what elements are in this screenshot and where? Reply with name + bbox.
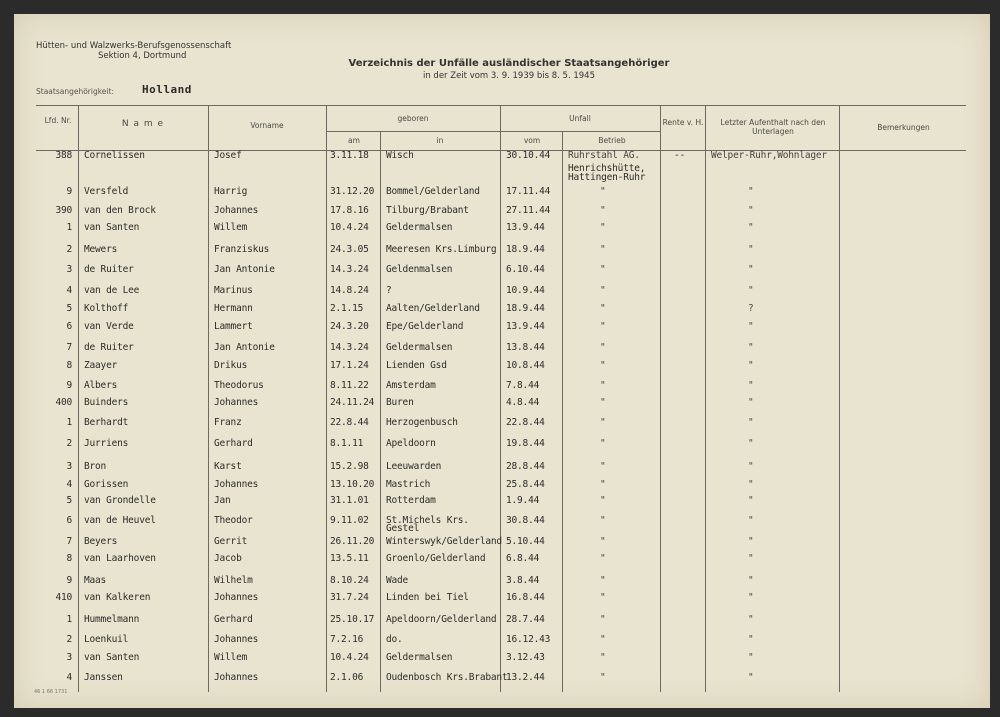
row-firstname: Marinus	[214, 285, 253, 296]
row-surname: Loenkuil	[84, 634, 129, 645]
document-subtitle: in der Zeit vom 3. 9. 1939 bis 8. 5. 1945	[422, 71, 596, 81]
row-birthdate: 17.8.16	[330, 205, 369, 216]
row-birthplace: Geldenmalsen	[386, 264, 453, 275]
row-accident-date: 13.9.44	[506, 222, 545, 233]
row-plant: "	[600, 634, 606, 645]
row-surname: van Santen	[84, 222, 140, 233]
row-surname: de Ruiter	[84, 342, 134, 353]
row-birthplace: Tilburg/Brabant	[386, 205, 469, 216]
row-last-residence: "	[748, 360, 754, 371]
row-number: 4	[66, 479, 72, 490]
row-accident-date: 28.7.44	[506, 614, 545, 625]
row-plant: "	[600, 285, 606, 296]
row-last-residence: "	[748, 438, 754, 449]
row-birthplace: Geldermalsen	[386, 342, 453, 353]
row-last-residence: "	[748, 417, 754, 428]
nationality-label: Staatsangehörigkeit:	[36, 87, 114, 96]
row-accident-date: 6.10.44	[506, 264, 545, 275]
row-surname: Hummelmann	[84, 614, 140, 625]
row-surname: Jurriens	[84, 438, 129, 449]
row-accident-date: 7.8.44	[506, 380, 540, 391]
row-birthplace: Mastrich	[386, 479, 431, 490]
row-accident-date: 3.8.44	[506, 575, 540, 586]
row-accident-date: 5.10.44	[506, 536, 545, 547]
col-divider	[839, 105, 840, 692]
row-number: 3	[66, 652, 72, 663]
row-plant: "	[600, 672, 606, 683]
row-last-residence: Welper-Ruhr,Wohnlager	[711, 150, 827, 161]
row-birthdate: 10.4.24	[330, 222, 369, 233]
row-plant: "	[600, 342, 606, 353]
organization-name: Hütten- und Walzwerks-Berufsgenossenschaft	[36, 41, 232, 51]
row-birthdate: 24.11.24	[330, 397, 375, 408]
row-accident-date: 30.10.44	[506, 150, 551, 161]
row-last-residence: "	[748, 222, 754, 233]
row-birthplace: Aalten/Gelderland	[386, 303, 480, 314]
row-birthdate: 10.4.24	[330, 652, 369, 663]
row-accident-date: 1.9.44	[506, 495, 540, 506]
row-birthdate: 24.3.05	[330, 244, 369, 255]
row-firstname: Jan Antonie	[214, 342, 275, 353]
row-plant: "	[600, 417, 606, 428]
row-firstname: Drikus	[214, 360, 248, 371]
row-firstname: Gerhard	[214, 438, 253, 449]
col-divider	[208, 105, 209, 692]
row-birthdate: 7.2.16	[330, 634, 364, 645]
row-birthdate: 15.2.98	[330, 461, 369, 472]
col-header-lfd: Lfd. Nr.	[44, 116, 72, 125]
row-number: 400	[55, 397, 72, 408]
row-last-residence: "	[748, 536, 754, 547]
document-title: Verzeichnis der Unfälle ausländischer Staatsangehöriger	[348, 58, 670, 69]
row-plant: "	[600, 205, 606, 216]
row-last-residence: "	[748, 244, 754, 255]
col-header-geboren-in: in	[436, 136, 444, 145]
row-surname: Mewers	[84, 244, 118, 255]
row-surname: van Santen	[84, 652, 140, 663]
row-pension: --	[674, 150, 686, 161]
row-birthplace: Herzogenbusch	[386, 417, 458, 428]
row-firstname: Johannes	[214, 205, 259, 216]
row-accident-date: 10.9.44	[506, 285, 545, 296]
row-number: 4	[66, 285, 72, 296]
row-last-residence: "	[748, 614, 754, 625]
row-accident-date: 6.8.44	[506, 553, 540, 564]
row-accident-date: 18.9.44	[506, 244, 545, 255]
row-birthplace: Buren	[386, 397, 414, 408]
row-number: 9	[66, 575, 72, 586]
row-plant: "	[600, 495, 606, 506]
row-last-residence: "	[748, 342, 754, 353]
row-plant: "	[600, 438, 606, 449]
row-number: 3	[66, 264, 72, 275]
row-accident-date: 28.8.44	[506, 461, 545, 472]
row-birthplace: do.	[386, 634, 403, 645]
row-birthplace: Rotterdam	[386, 495, 436, 506]
row-number: 9	[66, 186, 72, 197]
row-firstname: Jacob	[214, 553, 242, 564]
row-last-residence: "	[748, 592, 754, 603]
row-plant: "	[600, 222, 606, 233]
nationality-value: Holland	[142, 83, 192, 96]
row-accident-date: 25.8.44	[506, 479, 545, 490]
row-plant: "	[600, 461, 606, 472]
row-last-residence: "	[748, 575, 754, 586]
row-last-residence: "	[748, 264, 754, 275]
birthplace-continuation: Gestel	[386, 523, 420, 534]
row-accident-date: 4.8.44	[506, 397, 540, 408]
row-firstname: Gerhard	[214, 614, 253, 625]
row-last-residence: "	[748, 380, 754, 391]
col-divider	[562, 131, 563, 692]
row-last-residence: "	[748, 634, 754, 645]
row-birthdate: 31.1.01	[330, 495, 369, 506]
col-divider	[500, 105, 501, 692]
row-plant: "	[600, 592, 606, 603]
row-firstname: Johannes	[214, 592, 259, 603]
row-last-residence: "	[748, 515, 754, 526]
col-header-vorname: Vorname	[250, 121, 284, 130]
row-accident-date: 30.8.44	[506, 515, 545, 526]
row-surname: van den Brock	[84, 205, 156, 216]
row-number: 2	[66, 634, 72, 645]
row-accident-date: 13.2.44	[506, 672, 545, 683]
row-firstname: Theodor	[214, 515, 253, 526]
row-number: 8	[66, 553, 72, 564]
row-firstname: Jan	[214, 495, 231, 506]
row-number: 410	[55, 592, 72, 603]
row-plant: "	[600, 303, 606, 314]
row-last-residence: "	[748, 186, 754, 197]
col-header-unfall: Unfall	[569, 114, 591, 123]
col-divider	[660, 105, 661, 692]
row-firstname: Josef	[214, 150, 242, 161]
row-birthplace: Geldermalsen	[386, 222, 453, 233]
row-birthplace: Apeldoorn/Gelderland	[386, 614, 497, 625]
row-birthdate: 26.11.20	[330, 536, 375, 547]
row-surname: Berhardt	[84, 417, 129, 428]
row-plant: "	[600, 321, 606, 332]
row-plant: "	[600, 360, 606, 371]
row-birthplace: Wade	[386, 575, 409, 586]
row-birthdate: 14.3.24	[330, 264, 369, 275]
document-sheet	[14, 14, 990, 708]
row-surname: Buinders	[84, 397, 129, 408]
row-firstname: Lammert	[214, 321, 253, 332]
row-number: 2	[66, 438, 72, 449]
row-accident-date: 18.9.44	[506, 303, 545, 314]
row-last-residence: "	[748, 397, 754, 408]
row-number: 390	[55, 205, 72, 216]
row-surname: Kolthoff	[84, 303, 129, 314]
row-number: 1	[66, 417, 72, 428]
row-birthdate: 9.11.02	[330, 515, 369, 526]
row-accident-date: 3.12.43	[506, 652, 545, 663]
row-birthdate: 3.11.18	[330, 150, 369, 161]
row-number: 2	[66, 244, 72, 255]
row-birthdate: 31.7.24	[330, 592, 369, 603]
row-surname: Albers	[84, 380, 118, 391]
row-surname: van Laarhoven	[84, 553, 156, 564]
row-firstname: Gerrit	[214, 536, 248, 547]
row-last-residence: "	[748, 285, 754, 296]
row-birthdate: 24.3.20	[330, 321, 369, 332]
row-birthplace: Leeuwarden	[386, 461, 442, 472]
row-surname: Bron	[84, 461, 107, 472]
col-header-geboren: geboren	[397, 114, 429, 123]
row-birthdate: 31.12.20	[330, 186, 375, 197]
row-birthdate: 14.8.24	[330, 285, 369, 296]
row-birthplace: Groenlo/Gelderland	[386, 553, 486, 564]
row-birthplace: ?	[386, 285, 392, 296]
print-code: 46 1 66 1731	[34, 689, 68, 695]
row-plant: Ruhrstahl AG.	[568, 150, 640, 161]
row-last-residence: "	[748, 321, 754, 332]
row-last-residence: "	[748, 495, 754, 506]
row-firstname: Franz	[214, 417, 242, 428]
row-accident-date: 17.11.44	[506, 186, 551, 197]
row-number: 6	[66, 515, 72, 526]
row-birthplace: Geldermalsen	[386, 652, 453, 663]
row-birthplace: Bommel/Gelderland	[386, 186, 480, 197]
row-last-residence: "	[748, 553, 754, 564]
row-firstname: Willem	[214, 222, 248, 233]
col-header-aufenthalt: Letzter Aufenthalt nach den Unterlagen	[720, 118, 826, 136]
row-firstname: Harrig	[214, 186, 248, 197]
row-birthplace: Lienden Gsd	[386, 360, 447, 371]
row-birthplace: St.Michels Krs.	[386, 515, 469, 526]
row-surname: de Ruiter	[84, 264, 134, 275]
row-plant: "	[600, 575, 606, 586]
subheader-rule	[326, 131, 660, 132]
row-surname: van de Lee	[84, 285, 140, 296]
row-plant: "	[600, 536, 606, 547]
row-plant: "	[600, 186, 606, 197]
row-surname: van Kalkeren	[84, 592, 151, 603]
row-plant: "	[600, 652, 606, 663]
row-number: 4	[66, 672, 72, 683]
row-last-residence: ?	[748, 303, 754, 314]
row-number: 388	[55, 150, 72, 161]
row-firstname: Willem	[214, 652, 248, 663]
row-surname: Gorissen	[84, 479, 129, 490]
row-last-residence: "	[748, 461, 754, 472]
row-birthplace: Apeldoorn	[386, 438, 436, 449]
row-plant: "	[600, 515, 606, 526]
row-birthdate: 8.11.22	[330, 380, 369, 391]
col-divider	[78, 105, 79, 692]
row-firstname: Karst	[214, 461, 242, 472]
row-accident-date: 27.11.44	[506, 205, 551, 216]
row-firstname: Johannes	[214, 634, 259, 645]
row-accident-date: 16.12.43	[506, 634, 551, 645]
row-plant: "	[600, 553, 606, 564]
betrieb-line-3: Hattingen-Ruhr	[568, 172, 646, 183]
row-birthdate: 8.10.24	[330, 575, 369, 586]
row-accident-date: 13.8.44	[506, 342, 545, 353]
col-header-geboren-am: am	[348, 136, 360, 145]
row-last-residence: "	[748, 479, 754, 490]
row-surname: van Grondelle	[84, 495, 156, 506]
col-header-unfall-betrieb: Betrieb	[598, 136, 626, 145]
col-divider	[326, 105, 327, 692]
row-number: 7	[66, 342, 72, 353]
row-firstname: Wilhelm	[214, 575, 253, 586]
col-divider	[380, 131, 381, 692]
row-plant: "	[600, 380, 606, 391]
row-plant: "	[600, 479, 606, 490]
row-accident-date: 16.8.44	[506, 592, 545, 603]
row-surname: van Verde	[84, 321, 134, 332]
row-accident-date: 10.8.44	[506, 360, 545, 371]
organization-section: Sektion 4, Dortmund	[98, 51, 187, 61]
row-last-residence: "	[748, 652, 754, 663]
row-number: 1	[66, 614, 72, 625]
row-firstname: Jan Antonie	[214, 264, 275, 275]
row-surname: Zaayer	[84, 360, 118, 371]
row-birthplace: Amsterdam	[386, 380, 436, 391]
row-last-residence: "	[748, 205, 754, 216]
row-birthplace: Epe/Gelderland	[386, 321, 464, 332]
row-birthdate: 13.10.20	[330, 479, 375, 490]
row-number: 3	[66, 461, 72, 472]
row-birthplace: Meeresen Krs.Limburg	[386, 244, 497, 255]
row-birthdate: 22.8.44	[330, 417, 369, 428]
row-firstname: Hermann	[214, 303, 253, 314]
row-birthdate: 8.1.11	[330, 438, 364, 449]
row-firstname: Johannes	[214, 479, 259, 490]
row-number: 8	[66, 360, 72, 371]
row-surname: Janssen	[84, 672, 123, 683]
betrieb-line-2: Henrichshütte,	[568, 163, 646, 174]
row-birthdate: 25.10.17	[330, 614, 375, 625]
row-accident-date: 19.8.44	[506, 438, 545, 449]
row-surname: Beyers	[84, 536, 118, 547]
row-number: 7	[66, 536, 72, 547]
row-birthplace: Wisch	[386, 150, 414, 161]
row-plant: "	[600, 614, 606, 625]
row-birthplace: Linden bei Tiel	[386, 592, 469, 603]
row-accident-date: 22.8.44	[506, 417, 545, 428]
row-firstname: Johannes	[214, 397, 259, 408]
col-header-unfall-vom: vom	[523, 136, 541, 145]
row-birthplace: Oudenbosch Krs.Brabant	[386, 672, 508, 683]
row-surname: van de Heuvel	[84, 515, 156, 526]
row-birthplace: Winterswyk/Gelderland	[386, 536, 502, 547]
col-header-rente: Rente v. H.	[662, 118, 704, 127]
row-surname: Maas	[84, 575, 107, 586]
row-surname: Cornelissen	[84, 150, 145, 161]
row-number: 9	[66, 380, 72, 391]
row-last-residence: "	[748, 672, 754, 683]
row-accident-date: 13.9.44	[506, 321, 545, 332]
row-firstname: Johannes	[214, 672, 259, 683]
row-birthdate: 13.5.11	[330, 553, 369, 564]
row-firstname: Franziskus	[214, 244, 270, 255]
row-number: 1	[66, 222, 72, 233]
col-header-name: N a m e	[121, 119, 165, 129]
row-birthdate: 14.3.24	[330, 342, 369, 353]
table-top-rule	[36, 105, 966, 106]
row-plant: "	[600, 397, 606, 408]
row-birthdate: 17.1.24	[330, 360, 369, 371]
row-number: 5	[66, 303, 72, 314]
row-number: 5	[66, 495, 72, 506]
row-number: 6	[66, 321, 72, 332]
col-header-bemerkungen: Bemerkungen	[877, 123, 930, 132]
row-plant: "	[600, 244, 606, 255]
row-firstname: Theodorus	[214, 380, 264, 391]
row-birthdate: 2.1.06	[330, 672, 364, 683]
row-plant: "	[600, 264, 606, 275]
col-divider	[705, 105, 706, 692]
row-birthdate: 2.1.15	[330, 303, 364, 314]
row-surname: Versfeld	[84, 186, 129, 197]
